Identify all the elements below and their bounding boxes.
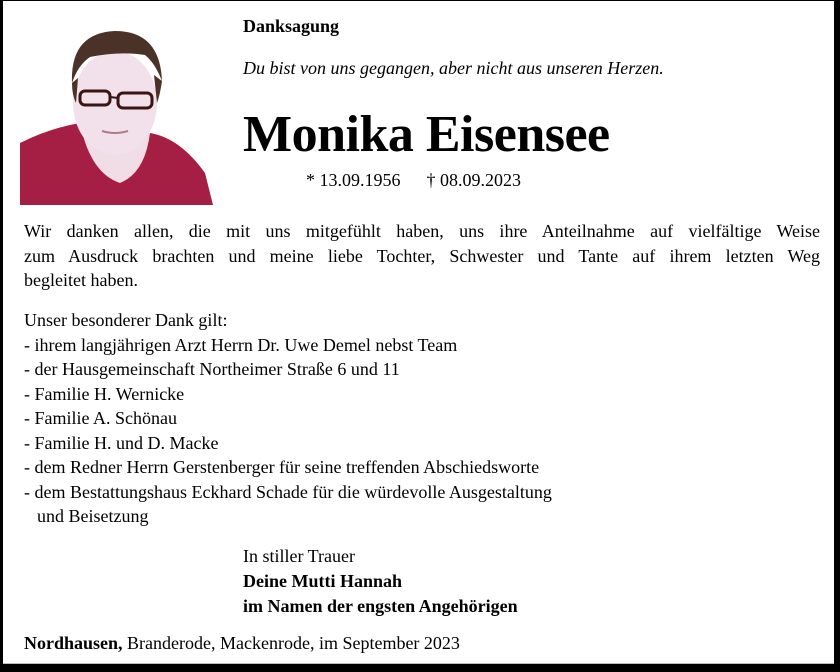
- deceased-name: Monika Eisensee: [243, 106, 610, 163]
- list-item: - Familie H. Wernicke: [24, 383, 185, 404]
- place-date-footer: [24, 633, 460, 654]
- footer-rest: Branderode, Mackenrode, im September 2023: [122, 633, 460, 653]
- list-item: - Familie H. und D. Macke: [24, 432, 219, 453]
- death-date: † 08.09.2023: [426, 170, 521, 190]
- paragraph-line: Wir danken allen, die mit uns mitgefühlt haben, uns ihre Anteilnahme auf vielfältige Weise: [24, 221, 820, 241]
- special-thanks-intro: Unser besonderer Dank gilt:: [24, 310, 228, 330]
- paragraph-line: begleitet haben.: [24, 270, 138, 290]
- footer-place: Nordhausen,: [24, 633, 123, 653]
- list-item: - Familie A. Schönau: [24, 408, 177, 428]
- paragraph-line: zum Ausdruck brachten und meine liebe Tochter, Schwester und Tante auf ihrem letzten Weg: [24, 245, 820, 266]
- signature-name: Deine Mutti Hannah: [243, 571, 403, 591]
- list-item: - ihrem langjährigen Arzt Herrn Dr. Uwe Demel nebst Team: [24, 334, 458, 355]
- thanks-paragraph: [24, 219, 820, 293]
- signature-relatives: im Namen der engsten Angehörigen: [243, 596, 518, 616]
- life-dates: [306, 170, 521, 191]
- list-item: - dem Bestattungshaus Eckhard Schade für die würdevolle Ausgestaltung: [24, 481, 552, 502]
- list-item: - der Hausgemeinschaft Northeimer Straße 6 und 11: [24, 359, 400, 379]
- signature-block: [243, 544, 518, 619]
- heading: Danksagung: [243, 16, 340, 36]
- list-item: - dem Redner Herrn Gerstenberger für seine treffenden Abschiedsworte: [24, 457, 540, 477]
- birth-date: * 13.09.1956: [306, 170, 401, 190]
- list-item-continuation: und Beisetzung: [37, 506, 149, 526]
- portrait-photo: [20, 23, 213, 205]
- obituary-card: [3, 1, 834, 664]
- special-thanks-list: [24, 308, 552, 529]
- signature-line: In stiller Trauer: [243, 546, 355, 566]
- motto: Du bist von uns gegangen, aber nicht aus unseren Herzen.: [243, 58, 664, 78]
